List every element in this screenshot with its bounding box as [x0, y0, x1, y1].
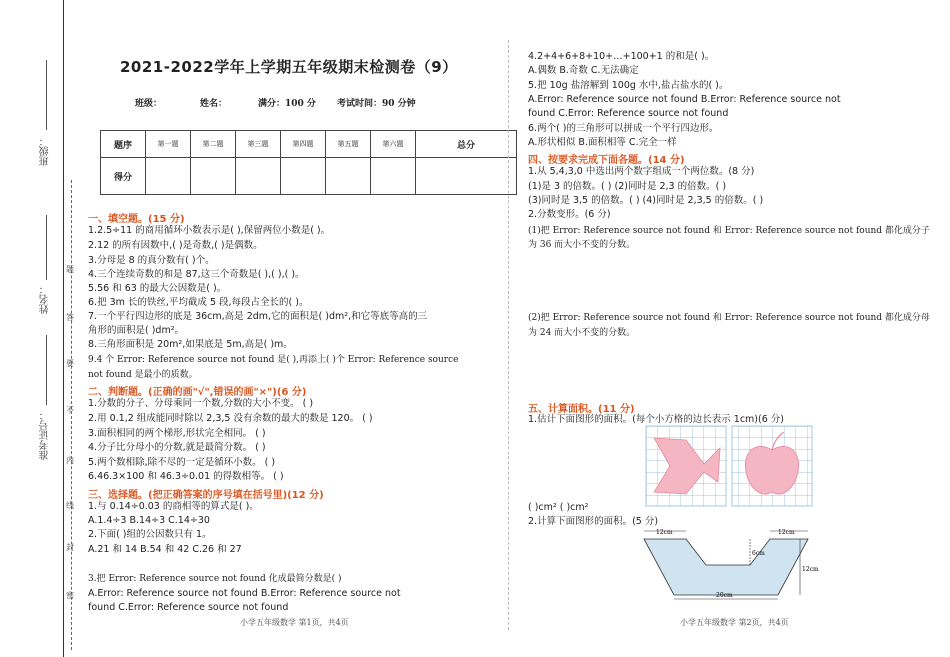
- table-header-cell: 总分: [416, 131, 517, 158]
- question-line: 2.分数变形。(6 分): [528, 209, 611, 220]
- score-cell[interactable]: [281, 158, 326, 195]
- binding-char: 线: [66, 501, 74, 510]
- question-line: 9.4 个 Error: Reference source not found 是( ),再添上( )个 Error: Reference source: [88, 355, 459, 365]
- table-header-cell: 第五题: [326, 131, 371, 158]
- section-title: 一、填空题。(15 分): [88, 214, 185, 225]
- question-line: (1)是 3 的倍数。( ) (2)同时是 2,3 的倍数。( ): [528, 181, 727, 192]
- binding-char: 题: [66, 265, 74, 274]
- question-line: 5.把 10g 盐溶解到 100g 水中,盐占盐水的( )。: [528, 80, 729, 91]
- full-score: 满分：100 分: [258, 99, 316, 109]
- score-cell[interactable]: [146, 158, 191, 195]
- exam-time: 考试时间：90 分钟: [337, 99, 416, 109]
- question-line: 2.计算下面图形的面积。(5 分): [528, 516, 659, 527]
- exam-id-label: 准考证号：: [40, 410, 51, 460]
- section-title: 二、判断题。(正确的画"√",错误的画"×")(6 分): [88, 387, 307, 398]
- question-line: A.1.4÷3 B.14÷3 C.14÷30: [88, 515, 210, 526]
- apple-shape: [745, 446, 798, 494]
- score-cell[interactable]: [326, 158, 371, 195]
- question-line: 2.用 0.1,2 组成能同时除以 2,3,5 没有余数的最大的数是 120。 ( ): [88, 413, 373, 424]
- table-row-label: 得分: [101, 158, 146, 195]
- question-line: 3.面积相同的两个梯形,形状完全相同。 ( ): [88, 428, 266, 439]
- question-line: 4.2+4+6+8+10+…+100+1 的和是( )。: [528, 51, 715, 62]
- question-line: 6.把 3m 长的铁丝,平均截成 5 段,每段占全长的( )。: [88, 297, 309, 308]
- dim-label: 12cm: [802, 566, 819, 573]
- dim-label: 12cm: [656, 529, 673, 536]
- binding-char: 要: [66, 359, 74, 368]
- binding-char: 内: [66, 456, 74, 465]
- dim-label: 6cm: [752, 550, 765, 557]
- score-cell[interactable]: [191, 158, 236, 195]
- class-field: 班级：: [135, 99, 163, 109]
- question-line: A.21 和 14 B.54 和 42 C.26 和 27: [88, 544, 242, 555]
- question-line: 4.三个连续奇数的和是 87,这三个奇数是( ),( ),( )。: [88, 269, 305, 280]
- question-line: A.偶数 B.奇数 C.无法确定: [528, 65, 639, 76]
- exam-id-blank[interactable]: [46, 335, 47, 405]
- question-line: 3.把 Error: Reference source not found 化成最简分数是( ): [88, 574, 342, 584]
- table-header-cell: 第二题: [191, 131, 236, 158]
- binding-border-line: [63, 0, 64, 657]
- table-header-cell: 题序: [101, 131, 146, 158]
- table-header-cell: 第三题: [236, 131, 281, 158]
- question-line: A.形状相似 B.面积相等 C.完全一样: [528, 137, 677, 148]
- question-line: 为 36 而大小不变的分数。: [528, 240, 636, 250]
- question-line: 5.两个数相除,除不尽的一定是循环小数。 ( ): [88, 457, 276, 468]
- class-label: 班级：: [40, 136, 51, 166]
- question-line: A.Error: Reference source not found B.Error: Reference source not: [88, 588, 401, 599]
- question-line: 6.两个( )的三角形可以拼成一个平行四边形。: [528, 123, 719, 134]
- question-line: 5.56 和 63 的最大公因数是( )。: [88, 283, 227, 294]
- section-title: 五、计算面积。(11 分): [528, 404, 635, 415]
- question-line: 1.2.5÷11 的商用循环小数表示是( ),保留两位小数是( )。: [88, 225, 331, 236]
- name-blank[interactable]: [46, 215, 47, 280]
- question-line: 为 24 而大小不变的分数。: [528, 328, 636, 338]
- table-header-cell: 第四题: [281, 131, 326, 158]
- dim-label: 20cm: [716, 592, 733, 599]
- question-line: A.Error: Reference source not found B.Error: Reference source not: [528, 94, 841, 105]
- question-line: (3)同时是 3,5 的倍数。( ) (4)同时是 2,3,5 的倍数。( ): [528, 195, 764, 206]
- question-line: (2)把 Error: Reference source not found 和 Error: Reference source not found 都化成分母: [528, 313, 930, 323]
- name-field: 姓名：: [200, 99, 228, 109]
- table-header-cell: 第一题: [146, 131, 191, 158]
- dim-label: 12cm: [778, 529, 795, 536]
- question-line: 1.从 5,4,3,0 中选出两个数字组成一个两位数。(8 分): [528, 166, 755, 177]
- question-line: 3.分母是 8 的真分数有( )个。: [88, 255, 215, 266]
- column-divider: [508, 40, 509, 630]
- question-line: 2.12 的所有因数中,( )是奇数,( )是偶数。: [88, 240, 263, 251]
- area-answers: ( )cm² ( )cm²: [528, 502, 589, 513]
- table-header-cell: 第六题: [371, 131, 416, 158]
- page-footer: 小学五年级数学 第2页，共4页: [680, 618, 789, 627]
- question-line: 6.46.3×100 和 46.3÷0.01 的得数相等。 ( ): [88, 471, 284, 482]
- score-table: [100, 130, 517, 195]
- question-line: found C.Error: Reference source not found: [88, 602, 289, 613]
- binding-char: 不: [66, 406, 74, 415]
- name-label: 姓名：: [40, 284, 51, 314]
- class-blank[interactable]: [46, 60, 47, 130]
- score-cell[interactable]: [416, 158, 517, 195]
- question-line: 1.与 0.14÷0.03 的商相等的算式是( )。: [88, 501, 259, 512]
- page-title: 2021-2022学年上学期五年级期末检测卷（9）: [120, 58, 458, 76]
- question-line: 8.三角形面积是 20m²,如果底是 5m,高是( )m。: [88, 339, 293, 350]
- question-line: 4.分子比分母小的分数,就是最简分数。 ( ): [88, 442, 266, 453]
- score-cell[interactable]: [371, 158, 416, 195]
- binding-char: 封: [66, 543, 74, 552]
- binding-char: 密: [66, 591, 74, 600]
- question-line: 角形的面积是( )dm²。: [88, 325, 185, 336]
- u-shape-figure: [640, 525, 819, 602]
- question-line: not found 是最小的质数。: [88, 370, 198, 380]
- question-line: 2.下面( )组的公因数只有 1。: [88, 529, 212, 540]
- section-title: 四、按要求完成下面各题。(14 分): [528, 155, 685, 166]
- question-line: 7.一个平行四边形的底是 36cm,高是 2dm,它的面积是( )dm²,和它等底等高的三: [88, 311, 428, 322]
- question-line: 1.分数的分子、分母乘同一个数,分数的大小不变。 ( ): [88, 398, 314, 409]
- question-line: 1.估计下面图形的面积。(每个小方格的边长表示 1cm)(6 分): [528, 414, 784, 425]
- question-line: found C.Error: Reference source not found: [528, 108, 729, 119]
- question-line: (1)把 Error: Reference source not found 和 Error: Reference source not found 都化成分子: [528, 226, 930, 236]
- score-cell[interactable]: [236, 158, 281, 195]
- section-title: 三、选择题。(把正确答案的序号填在括号里)(12 分): [88, 490, 324, 501]
- grid-figures: [646, 426, 812, 506]
- binding-char: 答: [66, 313, 74, 322]
- u-shape: [644, 539, 808, 595]
- page-footer: 小学五年级数学 第1页，共4页: [240, 618, 349, 627]
